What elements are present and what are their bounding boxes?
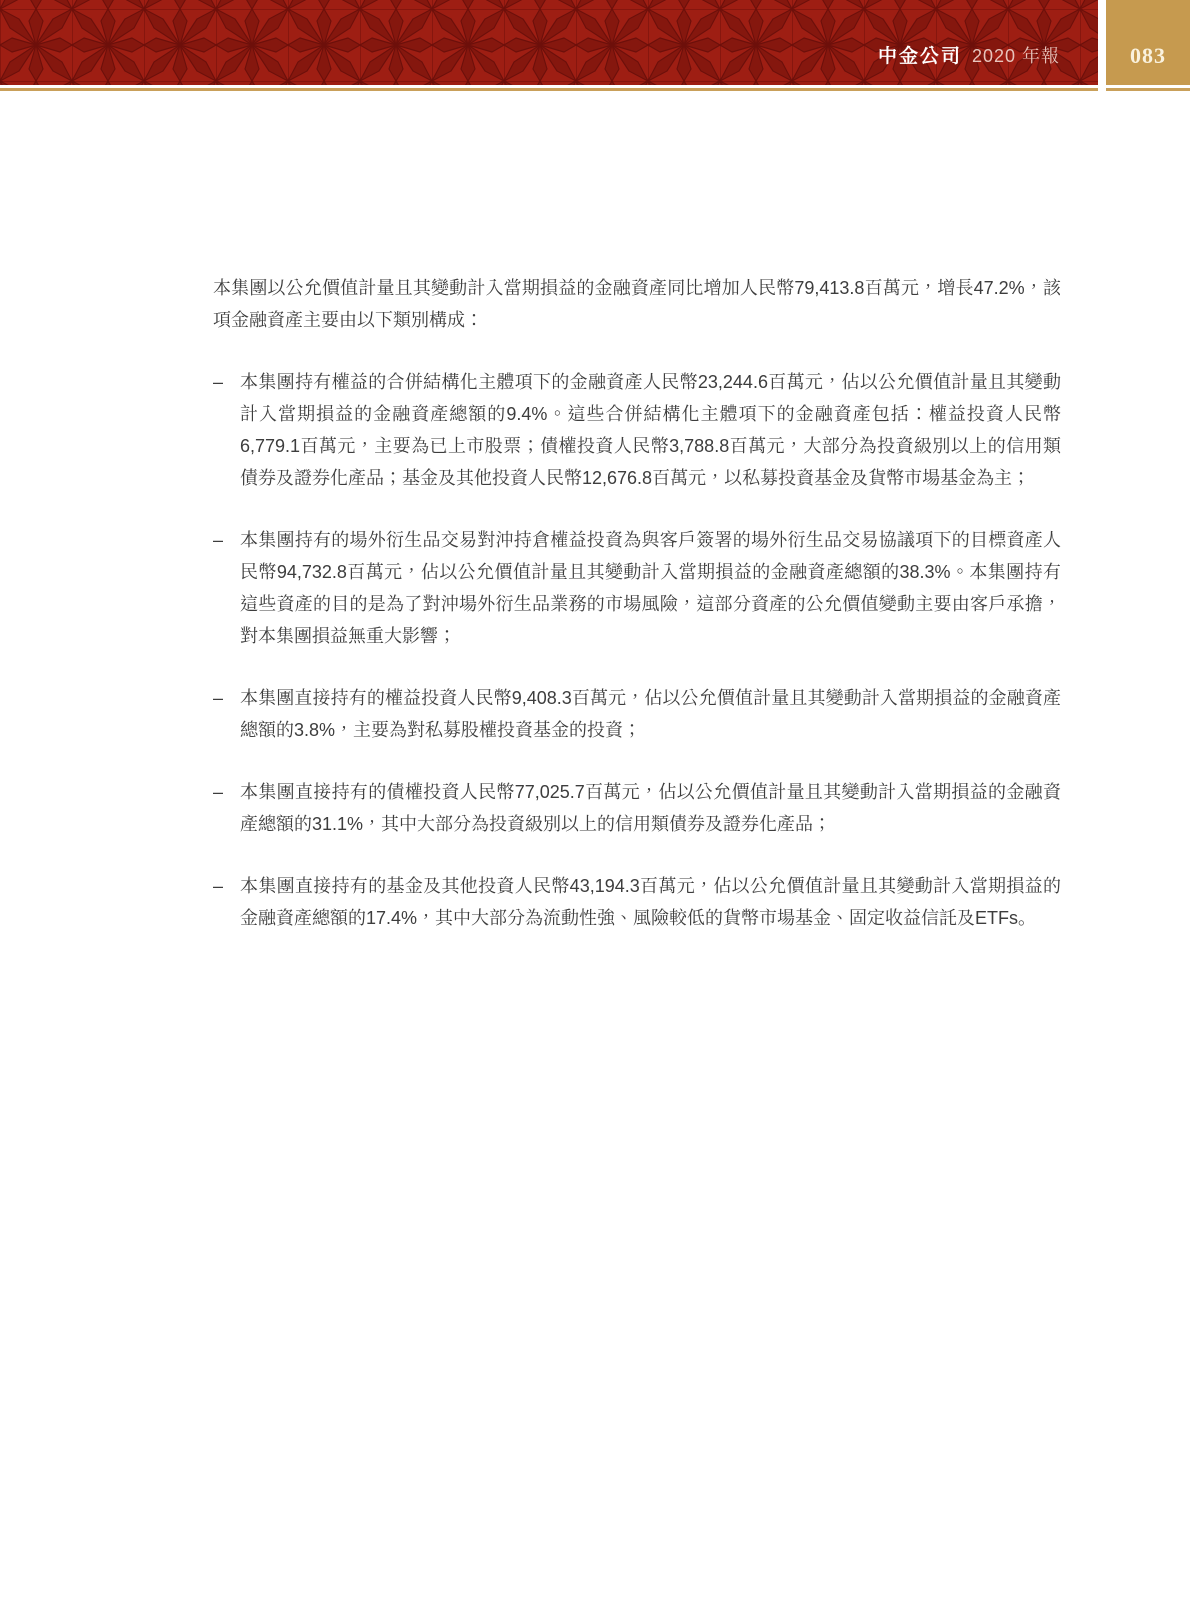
bullet-list <box>213 366 1061 934</box>
list-item-text: 本集團直接持有的權益投資人民幣9,408.3百萬元，佔以公允價值計量且其變動計入當期損益的金融資產總額的3.8%，主要為對私募股權投資基金的投資； <box>240 688 1061 740</box>
header-title <box>878 45 1060 69</box>
header-red-band <box>0 0 1098 85</box>
report-year-label: 2020 年報 <box>971 46 1060 66</box>
company-name: 中金公司 <box>877 46 962 67</box>
dash-marker: – <box>213 372 224 392</box>
list-item <box>213 366 1061 494</box>
list-item <box>213 682 1061 746</box>
gold-rule-left <box>0 88 1098 91</box>
list-item <box>213 524 1061 652</box>
page-number-box <box>1106 0 1190 85</box>
list-item <box>213 870 1061 934</box>
list-item-text: 本集團直接持有的基金及其他投資人民幣43,194.3百萬元，佔以公允價值計量且其變動計入當期損益的金融資產總額的17.4%，其中大部分為流動性強、風險較低的貨幣市場基金、固定收益信託及ETFs。 <box>240 876 1061 928</box>
gold-rule-right <box>1106 88 1190 91</box>
list-item-text: 本集團直接持有的債權投資人民幣77,025.7百萬元，佔以公允價值計量且其變動計入當期損益的金融資產總額的31.1%，其中大部分為投資級別以上的信用類債券及證券化產品； <box>240 782 1061 834</box>
body-content <box>213 272 1061 964</box>
intro-paragraph: 本集團以公允價值計量且其變動計入當期損益的金融資產同比增加人民幣79,413.8百萬元，增長47.2%，該項金融資產主要由以下類別構成： <box>213 278 1061 330</box>
asanoha-pattern-graphic <box>0 0 1098 85</box>
page-number: 083 <box>1130 42 1166 68</box>
dash-marker: – <box>213 876 224 896</box>
list-item-text: 本集團持有的場外衍生品交易對沖持倉權益投資為與客戶簽署的場外衍生品交易協議項下的目標資產人民幣94,732.8百萬元，佔以公允價值計量且其變動計入當期損益的金融資產總額的38.3%。本集團持有這些資產的目的是為了對沖場外衍生品業務的市場風險，這部分資產的公允價值變動主要由客戶承擔，對本集團損益無重大影響； <box>240 530 1061 646</box>
list-item <box>213 776 1061 840</box>
dash-marker: – <box>213 530 224 550</box>
list-item-text: 本集團持有權益的合併結構化主體項下的金融資產人民幣23,244.6百萬元，佔以公允價值計量且其變動計入當期損益的金融資產總額的9.4%。這些合併結構化主體項下的金融資產包括：權益投資人民幣6,779.1百萬元，主要為已上市股票；債權投資人民幣3,788.8百萬元，大部分為投資級別以上的信用類債券及證券化產品；基金及其他投資人民幣12,676.8百萬元，以私募投資基金及貨幣市場基金為主； <box>240 372 1061 488</box>
dash-marker: – <box>213 688 224 708</box>
dash-marker: – <box>213 782 224 802</box>
